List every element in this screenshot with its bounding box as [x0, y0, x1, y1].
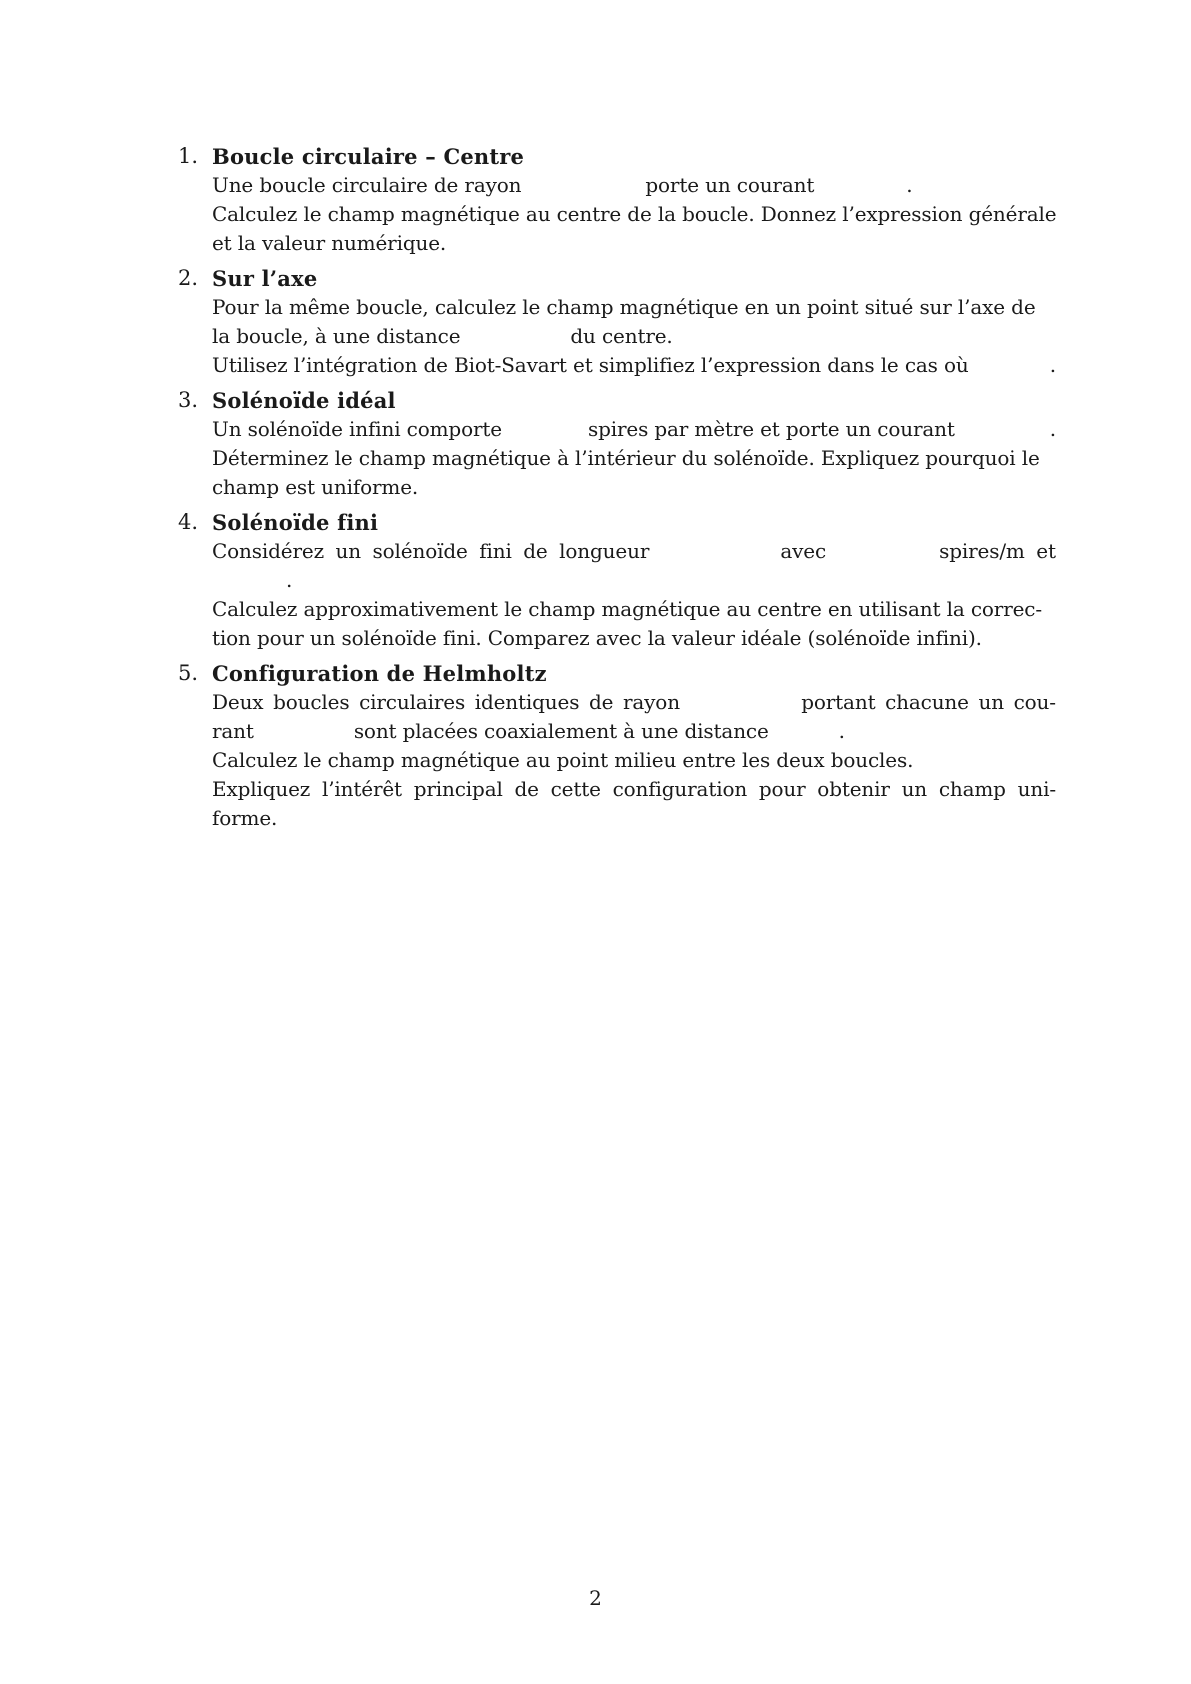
word: l’intérêt	[321, 777, 402, 801]
text-fragment: Utilisez l’intégration de Biot-Savart et simplifiez l’expression dans le cas où	[212, 353, 969, 377]
exercise-line	[212, 688, 1056, 717]
word: Expliquez	[212, 777, 311, 801]
formula-gap	[838, 537, 928, 566]
exercise-number: 4.	[178, 510, 199, 534]
text-fragment: rant	[212, 719, 254, 743]
exercise-3	[178, 386, 1056, 502]
word: de	[523, 539, 548, 563]
exercise-2	[178, 264, 1056, 380]
word: un	[978, 690, 1004, 714]
text-fragment: la boucle, à une distance	[212, 324, 461, 348]
exercise-title: Configuration de Helmholtz	[212, 661, 547, 686]
text-fragment: sont placées coaxialement à une distance	[353, 719, 769, 743]
word: principal	[413, 777, 503, 801]
exercise-line: Calculez le champ magnétique au point milieu entre les deux boucles.	[212, 748, 914, 772]
word: champ	[938, 777, 1006, 801]
word: circulaires	[359, 690, 466, 714]
word: longueur	[559, 539, 650, 563]
exercise-line: Déterminez le champ magnétique à l’intérieur du solénoïde. Expliquez pourquoi le	[212, 446, 1040, 470]
exercise-line	[212, 351, 1056, 380]
text-fragment	[212, 415, 955, 444]
word: de	[514, 777, 539, 801]
exercise-number: 1.	[178, 144, 199, 168]
exercise-number: 3.	[178, 388, 199, 412]
word: boucles	[273, 690, 350, 714]
exercise-line	[212, 322, 1056, 351]
exercise-number: 2.	[178, 266, 199, 290]
word: rayon	[622, 690, 680, 714]
exercise-line	[212, 717, 1056, 746]
page-number: 2	[589, 1586, 602, 1610]
exercise-number: 5.	[178, 661, 199, 685]
word: identiques	[474, 690, 580, 714]
word: un	[335, 539, 361, 563]
exercise-line: champ est uniforme.	[212, 475, 419, 499]
exercise-line: forme.	[212, 806, 278, 830]
word: de	[588, 690, 614, 714]
text-fragment: .	[1049, 417, 1056, 441]
text-fragment: .	[906, 173, 913, 197]
exercise-line: et la valeur numérique.	[212, 231, 447, 255]
exercise-list	[178, 142, 1056, 839]
word: et	[1036, 539, 1056, 563]
word: fini	[479, 539, 512, 563]
exercise-title: Boucle circulaire – Centre	[212, 144, 525, 169]
exercise-line	[212, 415, 1056, 444]
text-fragment: .	[1049, 353, 1056, 377]
word: pour	[758, 777, 806, 801]
formula-gap	[661, 537, 769, 566]
exercise-1	[178, 142, 1056, 258]
exercise-title: Sur l’axe	[212, 266, 318, 291]
word: configuration	[612, 777, 748, 801]
text-fragment: du centre.	[570, 324, 673, 348]
exercise-title: Solénoïde fini	[212, 510, 379, 535]
word: avec	[780, 539, 827, 563]
exercise-line	[212, 171, 1056, 200]
text-fragment: Un solénoïde infini comporte	[212, 417, 502, 441]
text-fragment: Une boucle circulaire de rayon	[212, 173, 522, 197]
word: spires/m	[939, 539, 1025, 563]
formula-gap	[690, 688, 792, 717]
exercise-line	[212, 775, 1056, 804]
word: uni-	[1017, 777, 1056, 801]
exercise-line: Calculez approximativement le champ magnétique au centre en utilisant la correc-	[212, 597, 1042, 621]
text-fragment: spires par mètre et porte un courant	[587, 417, 955, 441]
word: solénoïde	[372, 539, 468, 563]
word: cou-	[1013, 690, 1056, 714]
text-fragment: .	[286, 568, 293, 592]
word: Considérez	[212, 539, 324, 563]
text-fragment: .	[838, 719, 845, 743]
word: obtenir	[817, 777, 890, 801]
exercise-line	[212, 566, 1056, 595]
exercise-5	[178, 659, 1056, 833]
word: portant	[801, 690, 876, 714]
exercise-title: Solénoïde idéal	[212, 388, 396, 413]
word: cette	[550, 777, 601, 801]
word: Deux	[212, 690, 264, 714]
exercise-line: Calculez le champ magnétique au centre de la boucle. Donnez l’expression générale	[212, 202, 1057, 226]
word: un	[901, 777, 928, 801]
exercise-line: Pour la même boucle, calculez le champ magnétique en un point situé sur l’axe de	[212, 295, 1036, 319]
text-fragment: porte un courant	[645, 173, 815, 197]
exercise-line	[212, 537, 1056, 566]
exercise-line: tion pour un solénoïde fini. Comparez avec la valeur idéale (solénoïde infini).	[212, 626, 982, 650]
exercise-4	[178, 508, 1056, 653]
word: chacune	[885, 690, 969, 714]
